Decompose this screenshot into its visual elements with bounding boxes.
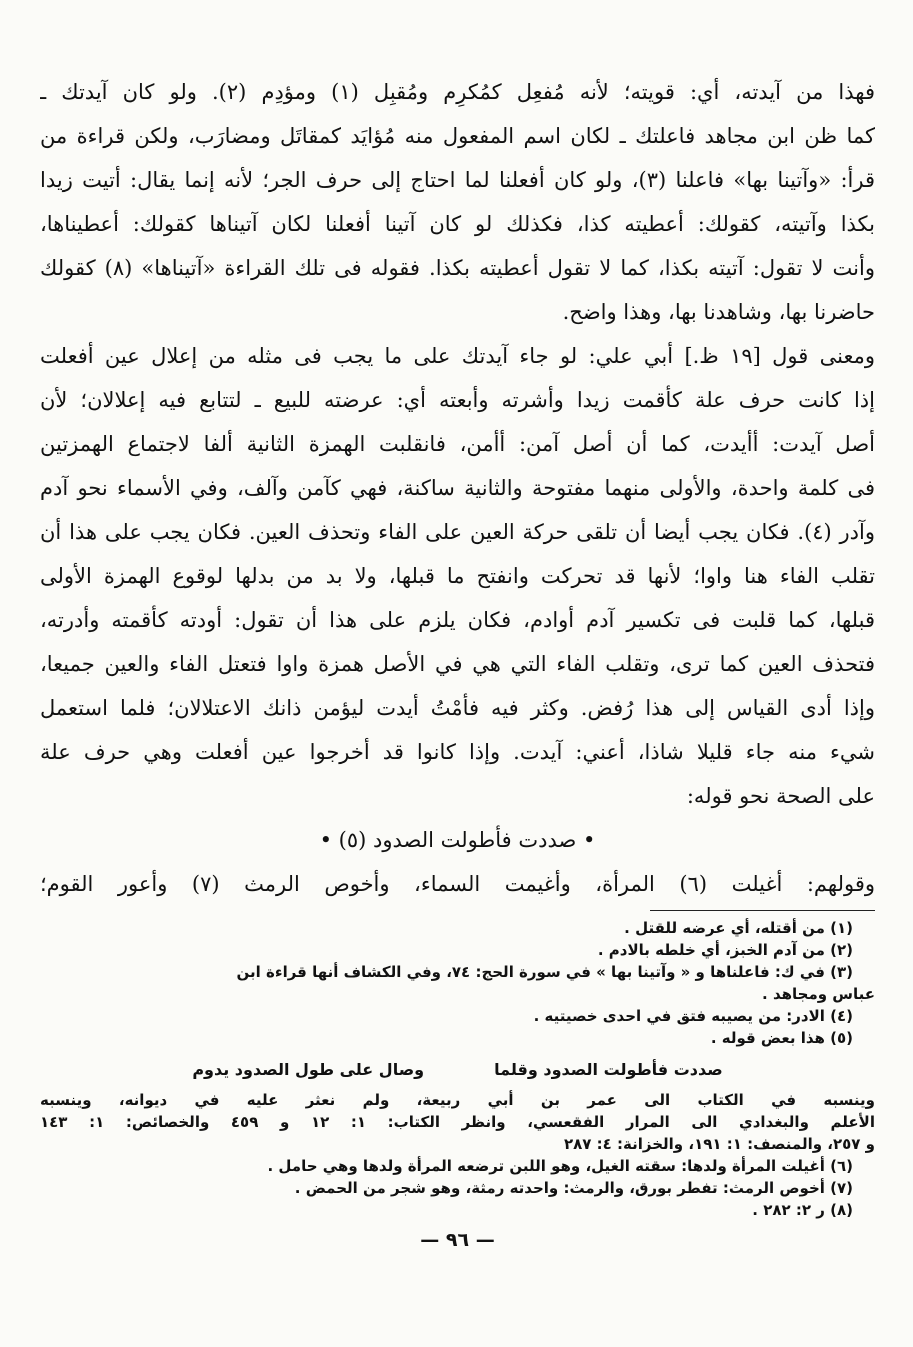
verse-quote: • صددت فأطولت الصدود (٥) • [319,828,596,852]
footnote: (٥) هذا بعض قوله . [710,1029,853,1047]
text-line: وأنت لا تقول: آتيته بكذا، كما لا تقول أعطيته بكذا. فقوله فى تلك القراءة «آتيناها» (٨) كقولك [40,256,875,280]
text-line: أصل آيدت: أأيدت، كما أن أصل آمن: أأمن، فانقلبت الهمزة الثانية ألفا لاجتماع الهمزتين [40,432,875,456]
footnotes [40,917,875,1221]
text-line: تقلب الفاء هنا واوا؛ لأنها قد تحركت وانفتح ما قبلها، ولا بد من بدلها لوقوع الهمزة الأولى [40,564,875,588]
footnote: (١) من أقتله، أي عرضه للقتل . [624,919,853,937]
footnote: وينسبه في الكتاب الى عمر بن أبي ربيعة، ولم نعثر عليه في ديوانه، وينسبه [40,1091,875,1109]
text-line: فى كلمة واحدة، والأولى منهما مفتوحة والثانية ساكنة، فهي كآمن وآلف، وفي الأسماء نحو آدم [40,476,875,500]
text-line: إذا كانت حرف علة كأقمت زيدا وأشرته وأبعته أي: عرضته للبيع ـ لتتابع فيه إعلالان؛ لأن [40,388,875,412]
book-page [40,70,875,1251]
page-number: — ٩٦ — [420,1229,495,1251]
text-line: وإذا أدى القياس إلى هذا رُفض. وكثر فيه فأمْتُ أيدت ليؤمن ذانك الاعتلالان؛ فلما استعمل [40,696,875,720]
footnote: الأعلم والبغدادي الى المرار الفقعسي، وانظر الكتاب: ١: ١٢ و ٤٥٩ والخصائص: ١: ١٤٣ [40,1113,875,1131]
text-line: بكذا وآتيته، كقولك: أعطيته كذا، فكذلك لو كان آتينا أفعلنا لكان آتيناها كقولك: أعطيناها، [40,212,875,236]
footnote: (٨) ر ٢: ٢٨٢ . [752,1201,853,1219]
footnote: (٦) أغيلت المرأة ولدها: سقته الغيل، وهو اللبن ترضعه المرأة ولدها وهي حامل . [267,1157,853,1175]
footnote: (٤) الادر: من يصيبه فتق في احدى خصيتيه . [533,1007,853,1025]
text-line: قبلها، كما قلبت فى تكسير آدم أوادم، فكان يلزم على هذا أن تقول: أودته كأقمته وأدرته، [40,608,875,632]
text-line: شيء منه جاء قليلا شاذا، أعني: آيدت. وإذا كانوا قد أخرجوا عين أفعلت وهي حرف علة [40,740,875,764]
footnote: و ٢٥٧، والمنصف: ١: ١٩١، والخزانة: ٤: ٢٨٧ [563,1135,875,1153]
text-line: ومعنى قول [١٩ ظ.] أبي علي: لو جاء آيدتك على ما يجب فى مثله من إعلال عين أفعلت [40,344,875,368]
text-line: وقولهم: أغيلت (٦) المرأة، وأغيمت السماء، وأخوص الرمث (٧) وأعور القوم؛ [40,872,875,896]
footnote-verse [40,1055,875,1085]
footnote-divider [650,910,875,911]
text-line: كما ظن ابن مجاهد فاعلتك ـ لكان اسم المفعول منه مُؤايَد كمقاتَل ومضارَب، ولكن قراءة من [40,124,875,148]
footnote: (٣) في ك: فاعلناها و « وآتينا بها » في سورة الحج: ٧٤، وفي الكشاف أنها قراءة ابن [236,963,853,981]
verse-hemistich-first: صددت فأطولت الصدود وقلما [494,1060,723,1079]
text-line: قرأ: «وآتينا بها» فاعلنا (٣)، ولو كان أفعلنا لما احتاج إلى حرف الجر؛ لأنه إنما يقال: أتيت زيدا [40,168,875,192]
footnote: عباس ومجاهد . [762,985,875,1003]
footnote: (٢) من آدم الخبز، أي خلطه بالادم . [597,941,853,959]
text-line: فهذا من آيدته، أي: قويته؛ لأنه مُفعِل كمُكرِم ومُقبِل (١) ومؤدِم (٢). ولو كان آيدتك ـ [40,80,875,104]
verse-hemistich-second: وصال على طول الصدود يدوم [192,1060,425,1079]
main-text [40,70,875,818]
text-line: على الصحة نحو قوله: [686,784,875,808]
footnote: (٧) أخوص الرمث: تفطر بورق، والرمث: واحدته رمثة، وهو شجر من الحمض . [294,1179,853,1197]
text-line: فتحذف العين كما ترى، وتقلب الفاء التي هي في الأصل همزة واوا فتعتل الفاء والعين جميعا، [40,652,875,676]
text-line: وآدر (٤). فكان يجب أيضا أن تلقى حركة العين على الفاء وتحذف العين. فكان يجب على هذا أن [40,520,875,544]
text-line: حاضرنا بها، وشاهدنا بها، وهذا واضح. [562,300,875,324]
